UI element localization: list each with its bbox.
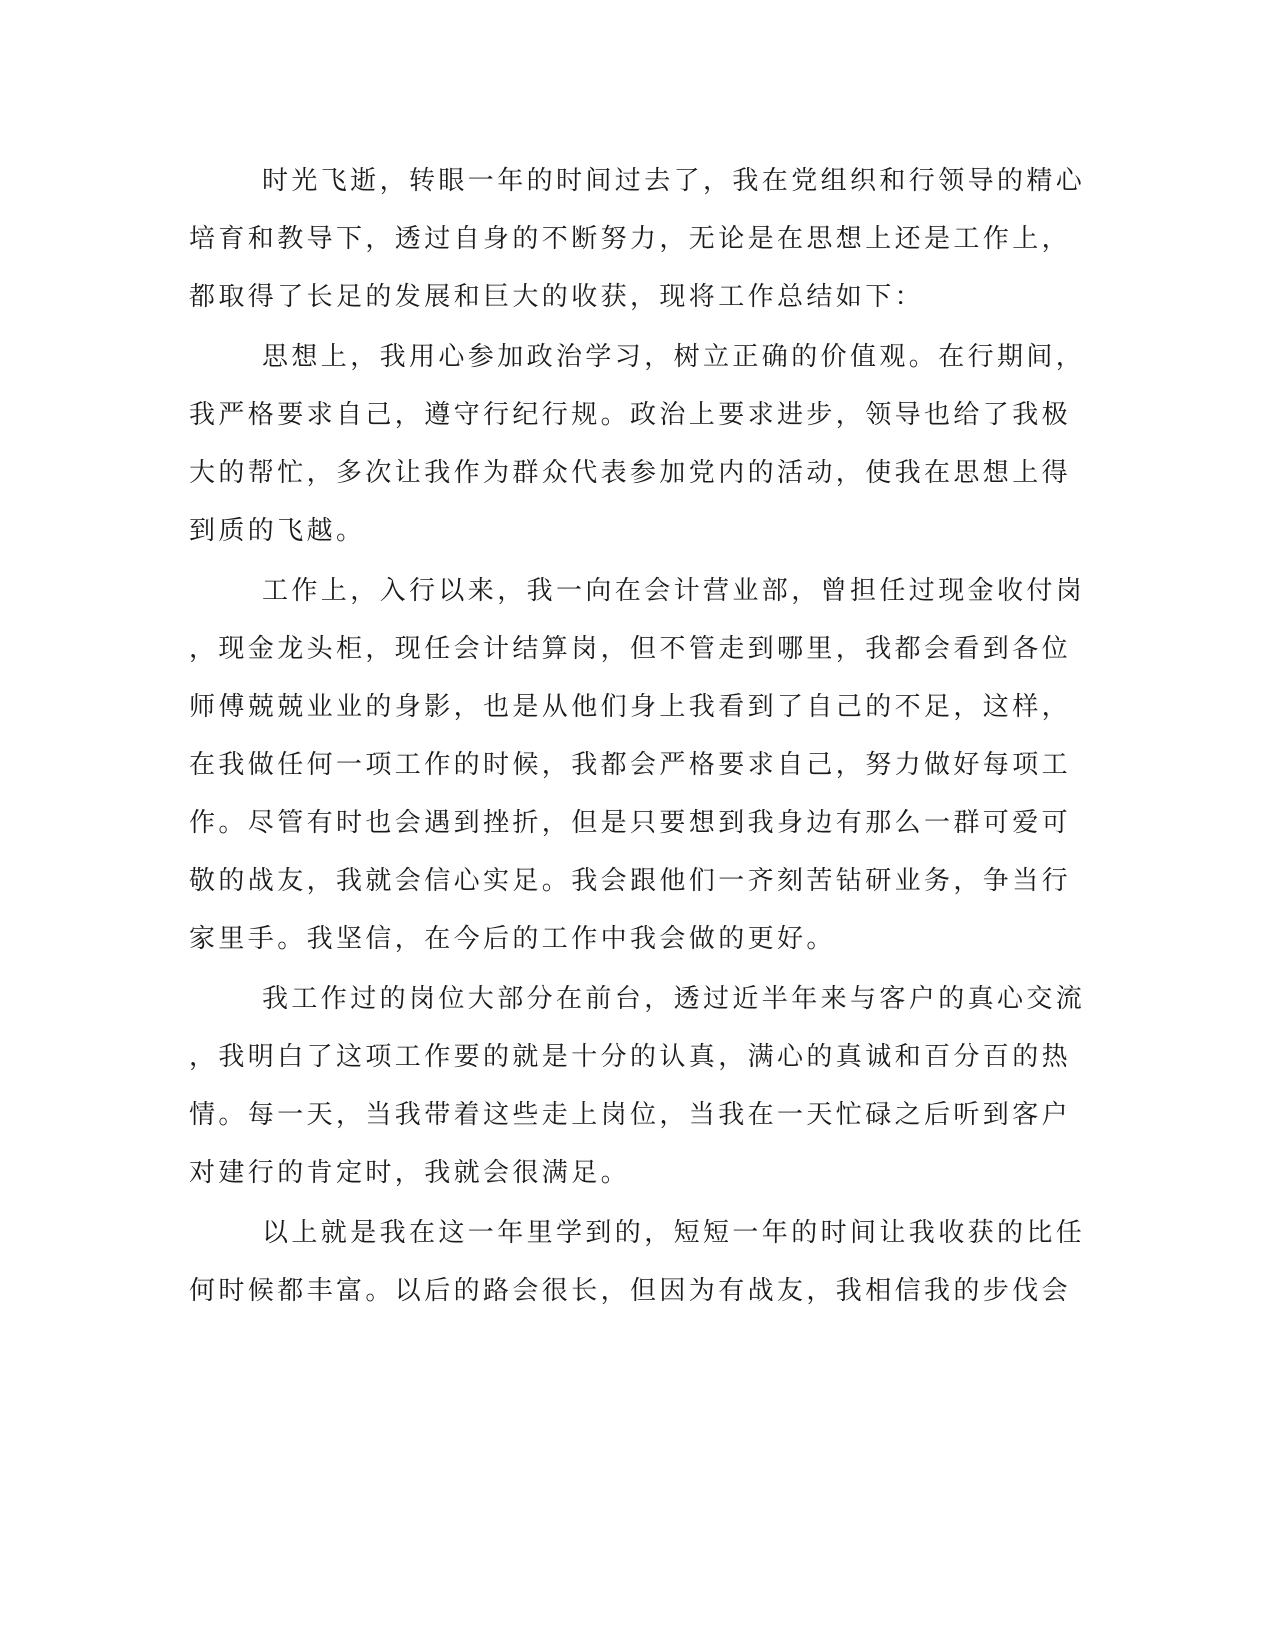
paragraph-4-line-3: 情。每一天，当我带着这些走上岗位，当我在一天忙碌之后听到客户: [189, 1100, 1072, 1130]
paragraph-1-line-2: 培育和教导下，透过自身的不断努力，无论是在思想上还是工作上，: [189, 224, 1072, 254]
paragraph-2-line-2: 我严格要求自己，遵守行纪行规。政治上要求进步，领导也给了我极: [189, 400, 1072, 430]
paragraph-3-line-3: 师傅兢兢业业的身影，也是从他们身上我看到了自己的不足，这样，: [189, 692, 1072, 722]
paragraph-3-line-1: 工作上，入行以来，我一向在会计营业部，曾担任过现金收付岗: [262, 576, 1086, 606]
paragraph-3-line-4: 在我做任何一项工作的时候，我都会严格要求自己，努力做好每项工: [189, 750, 1072, 780]
paragraph-1-line-3: 都取得了长足的发展和巨大的收获，现将工作总结如下：: [189, 282, 925, 312]
paragraph-3-line-7: 家里手。我坚信，在今后的工作中我会做的更好。: [189, 924, 836, 954]
paragraph-2-line-4: 到质的飞越。: [189, 516, 366, 546]
paragraph-2-line-3: 大的帮忙，多次让我作为群众代表参加党内的活动，使我在思想上得: [189, 458, 1072, 488]
paragraph-1-line-1: 时光飞逝，转眼一年的时间过去了，我在党组织和行领导的精心: [262, 166, 1086, 196]
paragraph-2-line-1: 思想上，我用心参加政治学习，树立正确的价值观。在行期间，: [262, 342, 1086, 372]
paragraph-4-line-2: ，我明白了这项工作要的就是十分的认真，满心的真诚和百分百的热: [189, 1042, 1072, 1072]
paragraph-3-line-2: ，现金龙头柜，现任会计结算岗，但不管走到哪里，我都会看到各位: [189, 634, 1072, 664]
paragraph-3-line-6: 敬的战友，我就会信心实足。我会跟他们一齐刻苦钻研业务，争当行: [189, 866, 1072, 896]
paragraph-4-line-1: 我工作过的岗位大部分在前台，透过近半年来与客户的真心交流: [262, 984, 1086, 1014]
paragraph-5-line-1: 以上就是我在这一年里学到的，短短一年的时间让我收获的比任: [262, 1218, 1086, 1248]
paragraph-5-line-2: 何时候都丰富。以后的路会很长，但因为有战友，我相信我的步伐会: [189, 1276, 1072, 1306]
paragraph-3-line-5: 作。尽管有时也会遇到挫折，但是只要想到我身边有那么一群可爱可: [189, 808, 1072, 838]
paragraph-4-line-4: 对建行的肯定时，我就会很满足。: [189, 1158, 631, 1188]
